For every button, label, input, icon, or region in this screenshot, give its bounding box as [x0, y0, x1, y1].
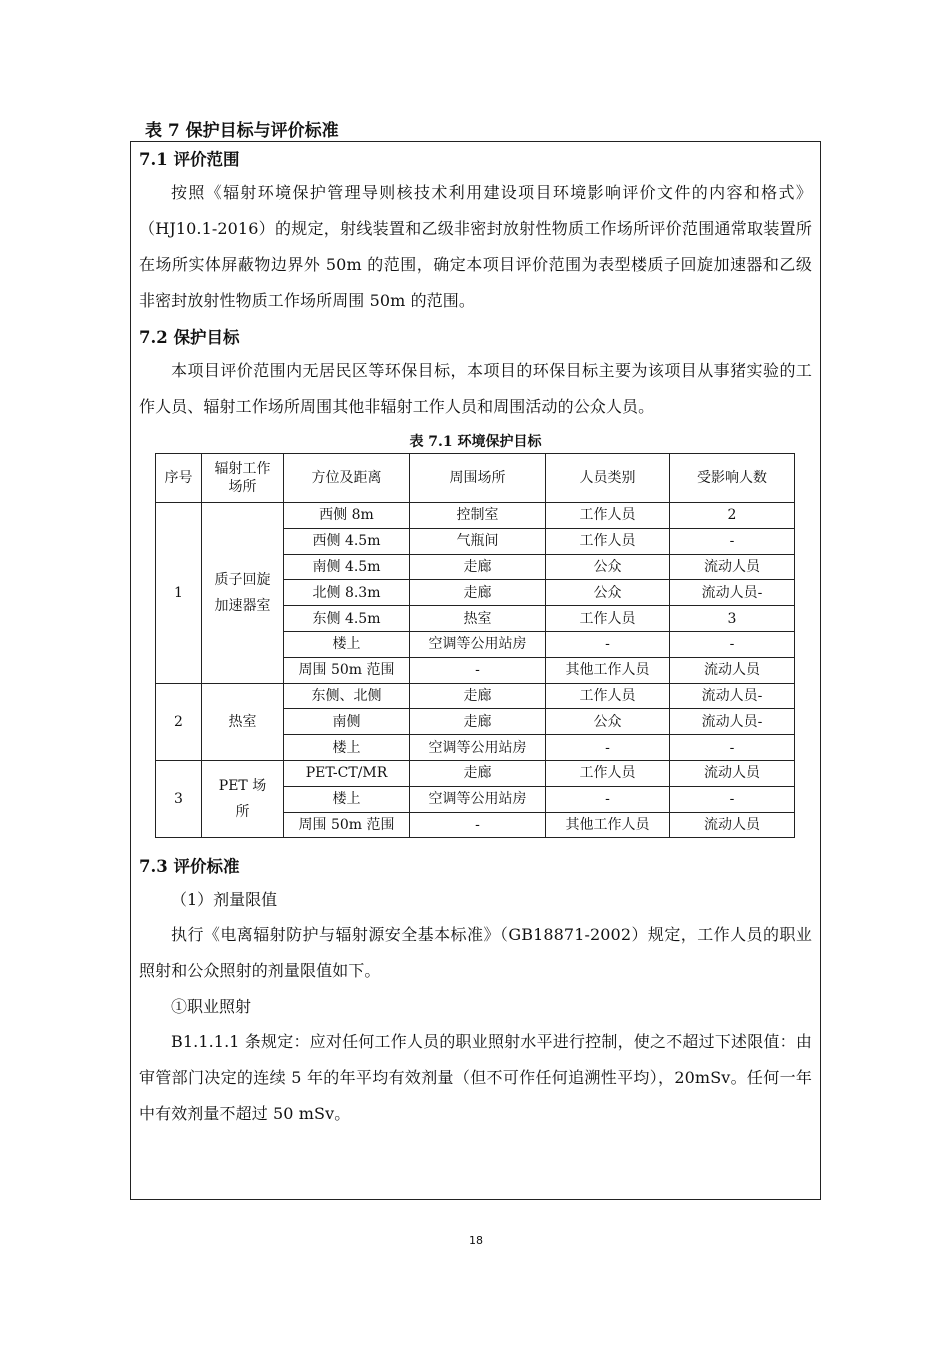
table-cell: 楼上 [284, 735, 410, 761]
section-7-1-title: 7.1 评价范围 [139, 150, 240, 169]
table-cell: - [670, 528, 795, 554]
table-header-cell: 方位及距离 [284, 454, 410, 503]
protection-target-table [155, 453, 795, 838]
table-cell: 空调等公用站房 [410, 786, 546, 812]
row-number-cell: 3 [156, 760, 202, 837]
table-cell: 2 [670, 503, 795, 529]
table-header-cell: 序号 [156, 454, 202, 503]
table-cell: 流动人员 [670, 760, 795, 786]
occupational-exposure-subtitle: ①职业照射 [171, 997, 252, 1017]
table-header-cell: 辐射工作场所 [202, 454, 284, 503]
table-cell: 工作人员 [546, 503, 670, 529]
table-header-row [156, 454, 795, 503]
table-cell: - [546, 735, 670, 761]
table-cell: - [410, 812, 546, 838]
table-cell: 周围 50m 范围 [284, 812, 410, 838]
section-7-3-title: 7.3 评价标准 [139, 857, 240, 877]
table-cell: - [670, 631, 795, 657]
work-site-cell: PET 场所 [202, 760, 284, 837]
table-cell: 空调等公用站房 [410, 735, 546, 761]
table-cell: 空调等公用站房 [410, 631, 546, 657]
table-cell: 气瓶间 [410, 528, 546, 554]
table-cell: 流动人员 [670, 812, 795, 838]
table-cell: 流动人员- [670, 580, 795, 606]
table-cell: 走廊 [410, 760, 546, 786]
table-row [156, 503, 795, 529]
table-cell: 东侧、北侧 [284, 683, 410, 709]
work-site-cell: 质子回旋加速器室 [202, 503, 284, 684]
table-row [156, 683, 795, 709]
table-cell: - [546, 786, 670, 812]
table-cell: 工作人员 [546, 760, 670, 786]
section-7-1-paragraph: 按照《辐射环境保护管理导则核技术利用建设项目环境影响评价文件的内容和格式》（HJ10.1-2016）的规定，射线装置和乙级非密封放射性物质工作场所评价范围通常取装置所在场所实体屏蔽物边界外 50m 的范围，确定本项目评价范围为表型楼质子回旋加速器和乙级非密封放射性物质工作场所周围 50m 的范围。 [139, 183, 812, 310]
table-cell: - [546, 631, 670, 657]
table-cell: 3 [670, 606, 795, 632]
table-cell: 其他工作人员 [546, 812, 670, 838]
table-cell: 公众 [546, 580, 670, 606]
row-number-cell: 2 [156, 683, 202, 760]
table-cell: 流动人员- [670, 683, 795, 709]
table-cell: PET-CT/MR [284, 760, 410, 786]
table-caption: 表 7.1 环境保护目标 [409, 434, 542, 450]
table-cell: 流动人员 [670, 657, 795, 683]
table-cell: 工作人员 [546, 683, 670, 709]
table-cell: 楼上 [284, 786, 410, 812]
table-cell: 走廊 [410, 683, 546, 709]
table-header-cell: 受影响人数 [670, 454, 795, 503]
table-cell: 工作人员 [546, 528, 670, 554]
page-number: 18 [469, 1234, 483, 1247]
occupational-exposure-paragraph: B1.1.1.1 条规定：应对任何工作人员的职业照射水平进行控制，使之不超过下述限值：由审管部门决定的连续 5 年的年平均有效剂量（但不可作任何追溯性平均），20mSv。任何一年中有效剂量不超过 50 mSv。 [139, 1032, 812, 1124]
table-cell: 流动人员 [670, 554, 795, 580]
table-row [156, 760, 795, 786]
table-cell: 热室 [410, 606, 546, 632]
table-cell: 走廊 [410, 554, 546, 580]
table-cell: 西侧 4.5m [284, 528, 410, 554]
table-header-cell: 人员类别 [546, 454, 670, 503]
table-cell: 流动人员- [670, 709, 795, 735]
table-cell: - [410, 657, 546, 683]
table-cell: 控制室 [410, 503, 546, 529]
table-cell: 东侧 4.5m [284, 606, 410, 632]
table-cell: 楼上 [284, 631, 410, 657]
table-cell: 西侧 8m [284, 503, 410, 529]
table-cell: 其他工作人员 [546, 657, 670, 683]
section-7-2-paragraph: 本项目评价范围内无居民区等环保目标，本项目的环保目标主要为该项目从事猪实验的工作人员、辐射工作场所周围其他非辐射工作人员和周围活动的公众人员。 [139, 361, 812, 416]
work-site-cell: 热室 [202, 683, 284, 760]
table-cell: 走廊 [410, 580, 546, 606]
table-heading: 表 7 保护目标与评价标准 [145, 121, 339, 141]
dose-limit-subtitle: （1）剂量限值 [171, 890, 278, 910]
table-cell: - [670, 735, 795, 761]
table-cell: 工作人员 [546, 606, 670, 632]
row-number-cell: 1 [156, 503, 202, 684]
table-cell: 南侧 4.5m [284, 554, 410, 580]
table-cell: 南侧 [284, 709, 410, 735]
table-cell: 公众 [546, 709, 670, 735]
table-cell: 北侧 8.3m [284, 580, 410, 606]
table-cell: 公众 [546, 554, 670, 580]
table-cell: 周围 50m 范围 [284, 657, 410, 683]
section-7-2-title: 7.2 保护目标 [139, 328, 240, 347]
table-cell: 走廊 [410, 709, 546, 735]
content-frame [130, 141, 821, 1200]
section-7-3-paragraph: 执行《电离辐射防护与辐射源安全基本标准》（GB18871-2002）规定，工作人员的职业照射和公众照射的剂量限值如下。 [139, 925, 812, 981]
table-cell: - [670, 786, 795, 812]
table-header-cell: 周围场所 [410, 454, 546, 503]
